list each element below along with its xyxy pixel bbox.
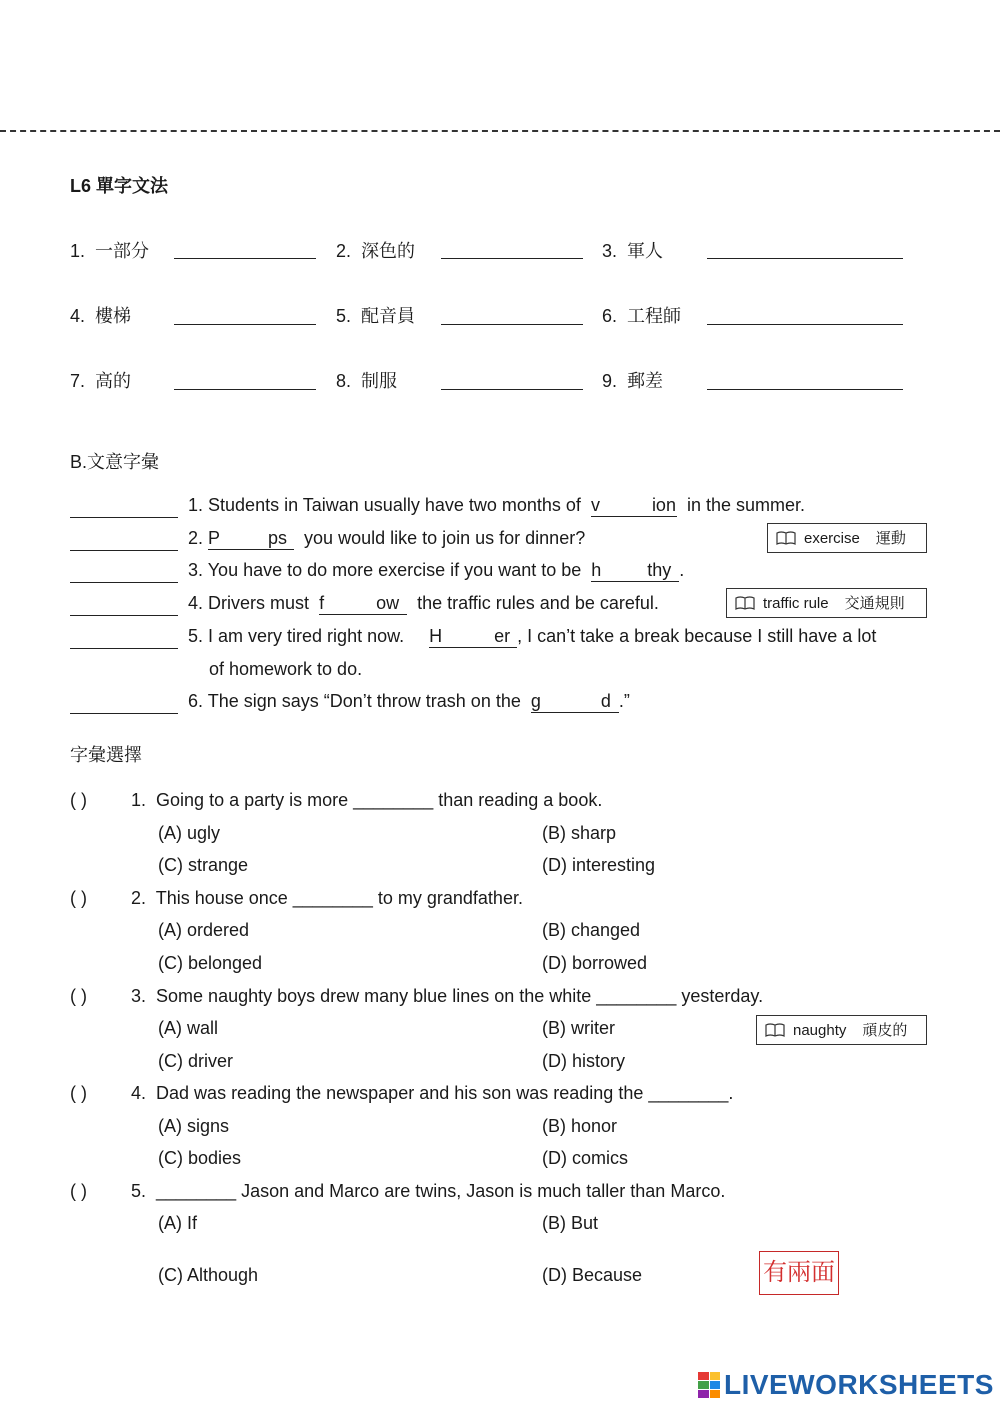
question-stem: 1. Going to a party is more ________ than reading a book. (131, 790, 603, 810)
answer-paren[interactable]: ( ) (70, 790, 87, 810)
answer-blank[interactable] (707, 389, 903, 390)
sentence-item: 4. Drivers must f ow the traffic rules and be careful. (188, 593, 659, 613)
vocab-item: 5. 配音員 (336, 306, 416, 326)
option: (D) interesting (542, 855, 656, 875)
answer-blank[interactable] (70, 615, 178, 616)
vocab-item: 9. 郵差 (602, 371, 664, 391)
option: (B) honor (542, 1116, 618, 1136)
option: (D) borrowed (542, 953, 648, 973)
option: (C) belonged (158, 953, 263, 973)
answer-blank[interactable] (70, 550, 178, 551)
option: (D) Because (542, 1265, 643, 1285)
question-stem: 3. Some naughty boys drew many blue lines on the white ________ yesterday. (131, 986, 764, 1006)
section-a-title: L6 單字文法 (70, 176, 169, 196)
logo-icon (698, 1372, 720, 1398)
vocab-item: 4. 樓梯 (70, 306, 132, 326)
option: (C) driver (158, 1051, 233, 1071)
option: (C) bodies (158, 1148, 242, 1168)
section-b-title: B.文意字彙 (70, 452, 160, 472)
partial-word[interactable]: g d (531, 691, 619, 713)
book-icon (735, 596, 755, 610)
answer-blank[interactable] (174, 324, 316, 325)
liveworksheets-logo: LIVEWORKSHEETS (698, 1370, 994, 1400)
partial-word[interactable]: H er (429, 626, 517, 648)
option: (B) writer (542, 1018, 615, 1038)
question-stem: 2. This house once ________ to my grandfather. (131, 888, 523, 908)
option: (A) ordered (158, 920, 250, 940)
answer-paren[interactable]: ( ) (70, 1181, 87, 1201)
answer-blank[interactable] (441, 389, 583, 390)
vocab-item: 8. 制服 (336, 371, 398, 391)
vocab-hint-box: traffic rule 交通規則 (726, 588, 927, 618)
answer-blank[interactable] (70, 648, 178, 649)
option: (A) signs (158, 1116, 230, 1136)
question-stem: 5. ________ Jason and Marco are twins, Jason is much taller than Marco. (131, 1181, 726, 1201)
partial-word[interactable]: h thy (591, 560, 679, 582)
question-stem: 4. Dad was reading the newspaper and his son was reading the ________. (131, 1083, 734, 1103)
option: (B) sharp (542, 823, 617, 843)
answer-blank[interactable] (70, 517, 178, 518)
answer-paren[interactable]: ( ) (70, 986, 87, 1006)
section-c-title: 字彙選擇 (70, 745, 142, 765)
vocab-hint-box: naughty 頑皮的 (756, 1015, 927, 1045)
answer-blank[interactable] (174, 389, 316, 390)
answer-blank[interactable] (70, 582, 178, 583)
red-note-stamp: 有兩面 (759, 1251, 839, 1295)
answer-blank[interactable] (707, 324, 903, 325)
book-icon (765, 1023, 785, 1037)
vocab-item: 2. 深色的 (336, 241, 416, 261)
sentence-item: 2. P ps you would like to join us for dinner? (188, 528, 586, 548)
answer-blank[interactable] (441, 324, 583, 325)
option: (D) comics (542, 1148, 628, 1168)
sentence-continuation: of homework to do. (209, 659, 363, 679)
sentence-item: 1. Students in Taiwan usually have two months of v ion in the summer. (188, 495, 805, 515)
option: (A) wall (158, 1018, 219, 1038)
book-icon (776, 531, 796, 545)
vocab-item: 7. 高的 (70, 371, 132, 391)
sentence-item: 3. You have to do more exercise if you want to be h thy . (188, 560, 685, 580)
sentence-item: 6. The sign says “Don’t throw trash on the g d .” (188, 691, 630, 711)
answer-blank[interactable] (174, 258, 316, 259)
vocab-item: 3. 軍人 (602, 241, 664, 261)
answer-blank[interactable] (70, 713, 178, 714)
partial-word[interactable]: f ow (319, 593, 407, 615)
partial-word[interactable]: P ps (208, 528, 294, 550)
answer-paren[interactable]: ( ) (70, 888, 87, 908)
option: (A) If (158, 1213, 197, 1233)
option: (B) changed (542, 920, 641, 940)
vocab-item: 1. 一部分 (70, 241, 150, 261)
answer-blank[interactable] (707, 258, 903, 259)
sentence-item: 5. I am very tired right now. H er , I can’t take a break because I still have a lot (188, 626, 877, 646)
vocab-hint-box: exercise 運動 (767, 523, 927, 553)
vocab-item: 6. 工程師 (602, 306, 682, 326)
option: (A) ugly (158, 823, 221, 843)
option: (B) But (542, 1213, 599, 1233)
answer-blank[interactable] (441, 258, 583, 259)
option: (C) Although (158, 1265, 259, 1285)
answer-paren[interactable]: ( ) (70, 1083, 87, 1103)
option: (D) history (542, 1051, 626, 1071)
partial-word[interactable]: v ion (590, 495, 676, 515)
cut-line (0, 130, 1000, 132)
option: (C) strange (158, 855, 249, 875)
